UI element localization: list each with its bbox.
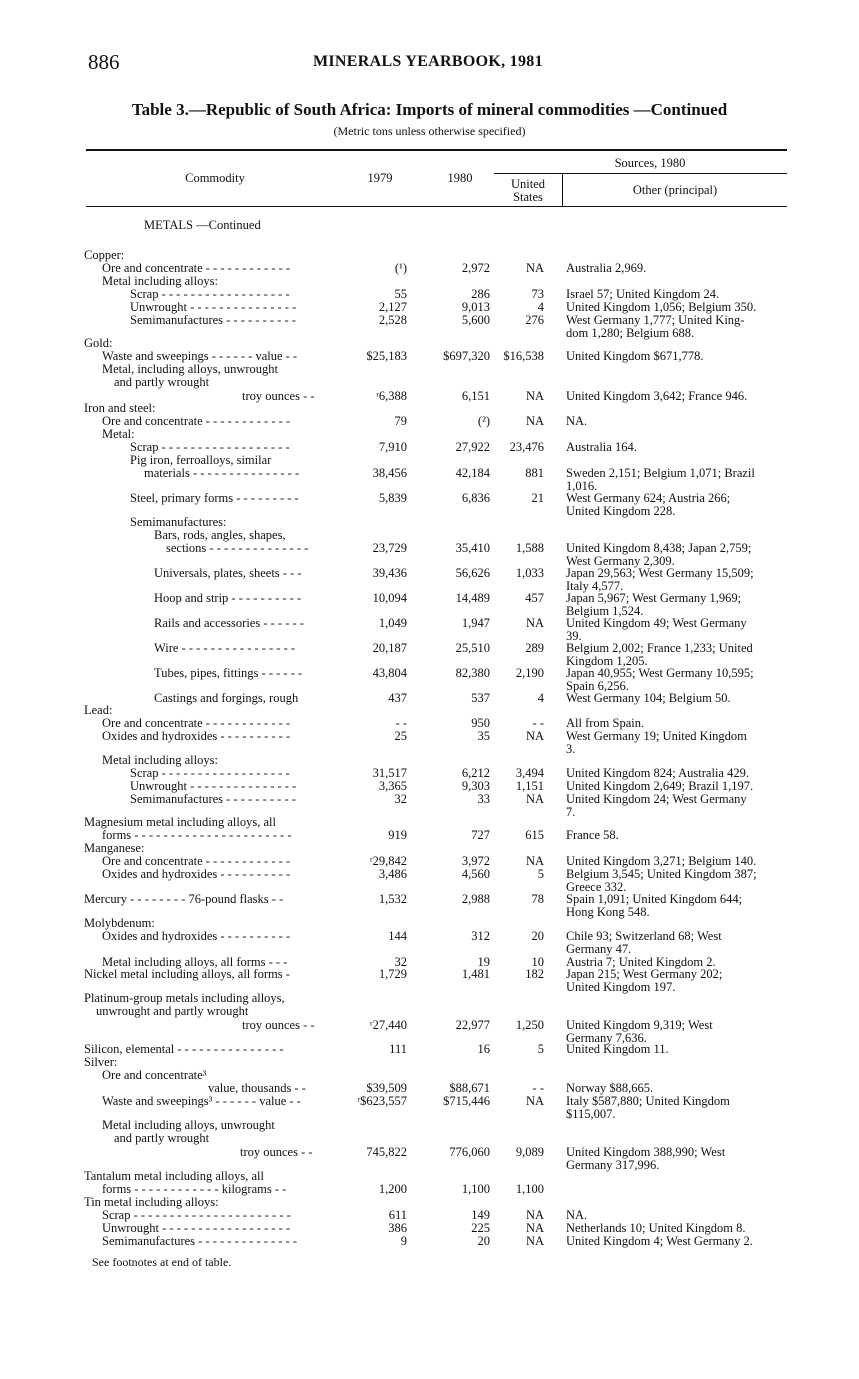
other-sources-cell: Italy 4,577.	[566, 579, 624, 593]
other-sources-cell: Japan 40,955; West Germany 10,595;	[566, 666, 754, 680]
header-other: Other (principal)	[632, 183, 718, 197]
value-1979-cell: ʳ29,842	[369, 854, 407, 868]
commodity-cell: Ore and concentrate³	[102, 1068, 207, 1082]
commodity-cell: Pig iron, ferroalloys, similar	[130, 453, 272, 467]
value-1979-cell: $39,509	[366, 1081, 407, 1095]
us-source-cell: 10	[531, 955, 544, 969]
commodity-cell: Scrap - - - - - - - - - - - - - - - - - -	[130, 287, 290, 301]
header-1980: 1980	[447, 171, 473, 185]
value-1980-cell: 5,600	[461, 313, 490, 327]
table-title: Table 3.—Republic of South Africa: Imports of mineral commodities —Continued	[131, 100, 728, 119]
commodity-cell: materials - - - - - - - - - - - - - - -	[144, 466, 300, 480]
other-sources-cell: Australia 164.	[566, 440, 637, 454]
value-1979-cell: 10,094	[372, 591, 407, 605]
other-sources-cell: United Kingdom 4; West Germany 2.	[566, 1234, 753, 1248]
other-sources-cell: West Germany 19; United Kingdom	[566, 729, 747, 743]
value-1979-cell: ʳ6,388	[376, 389, 407, 403]
value-1980-cell: 1,100	[461, 1182, 490, 1196]
commodity-cell: Metal including alloys:	[102, 274, 218, 288]
other-sources-cell: West Germany 624; Austria 266;	[566, 491, 731, 505]
value-1979-cell: 1,200	[378, 1182, 407, 1196]
other-sources-cell: Japan 29,563; West Germany 15,509;	[566, 566, 754, 580]
value-1980-cell: 286	[471, 287, 490, 301]
other-sources-cell: United Kingdom $671,778.	[566, 349, 704, 363]
us-source-cell: NA	[525, 729, 544, 743]
other-sources-cell: United Kingdom 3,642; France 946.	[566, 389, 748, 403]
other-sources-cell: West Germany 104; Belgium 50.	[566, 691, 731, 705]
sources-divider	[562, 173, 563, 207]
other-sources-cell: 3.	[566, 742, 576, 756]
value-1980-cell: 225	[471, 1221, 490, 1235]
other-sources-cell: United Kingdom 2,649; Brazil 1,197.	[566, 779, 754, 793]
other-sources-cell: Greece 332.	[566, 880, 627, 894]
other-sources-cell: Kingdom 1,205.	[566, 654, 648, 668]
value-1980-cell: 1,947	[461, 616, 490, 630]
value-1980-cell: 1,481	[461, 967, 490, 981]
value-1980-cell: 14,489	[455, 591, 490, 605]
commodity-cell: Scrap - - - - - - - - - - - - - - - - - -	[130, 766, 290, 780]
us-source-cell: 4	[537, 300, 544, 314]
value-1979-cell: - -	[395, 716, 407, 730]
value-1980-cell: 149	[471, 1208, 490, 1222]
commodity-cell: Silver:	[84, 1055, 118, 1069]
other-sources-cell: Netherlands 10; United Kingdom 8.	[566, 1221, 746, 1235]
us-source-cell: 457	[525, 591, 544, 605]
other-sources-cell: Spain 1,091; United Kingdom 644;	[566, 892, 743, 906]
commodity-cell: troy ounces - -	[240, 1145, 313, 1159]
other-sources-cell: Hong Kong 548.	[566, 905, 650, 919]
other-sources-cell: Norway $88,665.	[566, 1081, 654, 1095]
value-1979-cell: 1,532	[378, 892, 407, 906]
other-sources-cell: Australia 2,969.	[566, 261, 647, 275]
us-source-cell: 182	[525, 967, 544, 981]
value-1979-cell: 23,729	[372, 541, 407, 555]
us-source-cell: 276	[525, 313, 544, 327]
header-bottom-rule	[86, 206, 787, 207]
other-sources-cell: NA.	[566, 414, 588, 428]
commodity-cell: Magnesium metal including alloys, all	[84, 815, 276, 829]
value-1980-cell: 3,972	[461, 854, 490, 868]
value-1980-cell: 6,151	[461, 389, 490, 403]
us-source-cell: 78	[531, 892, 544, 906]
commodity-cell: Unwrought - - - - - - - - - - - - - - - - - -	[102, 1221, 291, 1235]
header-1979: 1979	[367, 171, 393, 185]
value-1979-cell: 25	[394, 729, 407, 743]
sources-rule	[494, 173, 787, 174]
commodity-cell: Bars, rods, angles, shapes,	[154, 528, 286, 542]
value-1980-cell: 727	[471, 828, 490, 842]
commodity-cell: Rails and accessories - - - - - -	[154, 616, 304, 630]
other-sources-cell: 7.	[566, 805, 576, 819]
value-1979-cell: 20,187	[372, 641, 407, 655]
commodity-cell: Lead:	[84, 703, 113, 717]
commodity-cell: and partly wrought	[114, 1131, 210, 1145]
commodity-cell: Iron and steel:	[84, 401, 156, 415]
value-1980-cell: 776,060	[449, 1145, 490, 1159]
us-source-cell: NA	[525, 389, 544, 403]
value-1979-cell: 79	[394, 414, 407, 428]
commodity-cell: Copper:	[84, 248, 125, 262]
value-1979-cell: 919	[388, 828, 407, 842]
commodity-cell: Semimanufactures - - - - - - - - - -	[130, 792, 296, 806]
commodity-cell: METALS —Continued	[144, 218, 261, 232]
value-1979-cell: 39,436	[372, 566, 407, 580]
commodity-cell: Hoop and strip - - - - - - - - - -	[154, 591, 302, 605]
other-sources-cell: United Kingdom 8,438; Japan 2,759;	[566, 541, 752, 555]
header-us-1: United	[510, 177, 546, 191]
commodity-cell: Metal:	[102, 427, 135, 441]
commodity-cell: Universals, plates, sheets - - -	[154, 566, 302, 580]
value-1979-cell: 2,528	[378, 313, 407, 327]
value-1980-cell: 312	[471, 929, 490, 943]
other-sources-cell: France 58.	[566, 828, 619, 842]
commodity-cell: troy ounces - -	[242, 389, 315, 403]
commodity-cell: Scrap - - - - - - - - - - - - - - - - - -	[130, 440, 290, 454]
commodity-cell: Nickel metal including alloys, all forms -	[84, 967, 290, 981]
commodity-cell: Steel, primary forms - - - - - - - - -	[130, 491, 299, 505]
us-source-cell: $16,538	[503, 349, 544, 363]
value-1979-cell: ʳ27,440	[369, 1018, 407, 1032]
other-sources-cell: Austria 7; United Kingdom 2.	[566, 955, 716, 969]
other-sources-cell: United Kingdom 24; West Germany	[566, 792, 747, 806]
value-1979-cell: 5,839	[378, 491, 407, 505]
other-sources-cell: dom 1,280; Belgium 688.	[566, 326, 695, 340]
us-source-cell: NA	[525, 616, 544, 630]
commodity-cell: value, thousands - -	[208, 1081, 306, 1095]
commodity-cell: Ore and concentrate - - - - - - - - - - - -	[102, 261, 291, 275]
value-1980-cell: 2,972	[461, 261, 490, 275]
commodity-cell: and partly wrought	[114, 375, 210, 389]
commodity-cell: Tantalum metal including alloys, all	[84, 1169, 264, 1183]
other-sources-cell: NA.	[566, 1208, 588, 1222]
us-source-cell: 73	[531, 287, 544, 301]
commodity-cell: Waste and sweepings³ - - - - - - value - -	[102, 1094, 301, 1108]
value-1980-cell: 9,303	[461, 779, 490, 793]
commodity-cell: forms - - - - - - - - - - - - kilograms - -	[102, 1182, 287, 1196]
us-source-cell: NA	[525, 1208, 544, 1222]
commodity-cell: Gold:	[84, 336, 113, 350]
other-sources-cell: United Kingdom 228.	[566, 504, 676, 518]
us-source-cell: 2,190	[515, 666, 544, 680]
us-source-cell: 1,250	[515, 1018, 544, 1032]
commodity-cell: Molybdenum:	[84, 916, 155, 930]
value-1979-cell: 9	[400, 1234, 407, 1248]
other-sources-cell: United Kingdom 9,319; West	[566, 1018, 713, 1032]
value-1979-cell: 144	[388, 929, 407, 943]
other-sources-cell: 1,016.	[566, 479, 598, 493]
running-title: MINERALS YEARBOOK, 1981	[313, 53, 543, 70]
other-sources-cell: Spain 6,256.	[566, 679, 629, 693]
us-source-cell: NA	[525, 1094, 544, 1108]
value-1980-cell: 537	[471, 691, 490, 705]
us-source-cell: NA	[525, 261, 544, 275]
us-source-cell: 881	[525, 466, 544, 480]
value-1980-cell: 2,988	[461, 892, 490, 906]
top-rule	[86, 149, 787, 151]
table-subtitle: (Metric tons unless otherwise specified)	[333, 124, 526, 138]
us-source-cell: 23,476	[509, 440, 544, 454]
us-source-cell: 615	[525, 828, 544, 842]
commodity-cell: Ore and concentrate - - - - - - - - - - - -	[102, 414, 291, 428]
commodity-cell: Unwrought - - - - - - - - - - - - - - -	[130, 300, 297, 314]
value-1980-cell: $88,671	[449, 1081, 490, 1095]
other-sources-cell: United Kingdom 49; West Germany	[566, 616, 747, 630]
commodity-cell: Tin metal including alloys:	[84, 1195, 219, 1209]
value-1979-cell: 32	[394, 955, 407, 969]
value-1979-cell: 43,804	[372, 666, 407, 680]
commodity-cell: Metal, including alloys, unwrought	[102, 362, 279, 376]
us-source-cell: 1,588	[515, 541, 544, 555]
commodity-cell: Waste and sweepings - - - - - - value - -	[102, 349, 298, 363]
commodity-cell: unwrought and partly wrought	[96, 1004, 249, 1018]
value-1980-cell: $715,446	[443, 1094, 490, 1108]
value-1980-cell: 6,836	[461, 491, 490, 505]
commodity-cell: Ore and concentrate - - - - - - - - - - - -	[102, 854, 291, 868]
other-sources-cell: 39.	[566, 629, 582, 643]
value-1980-cell: 19	[477, 955, 490, 969]
commodity-cell: Oxides and hydroxides - - - - - - - - - -	[102, 929, 291, 943]
other-sources-cell: United Kingdom 3,271; Belgium 140.	[566, 854, 757, 868]
commodity-cell: Semimanufactures:	[130, 515, 227, 529]
commodity-cell: troy ounces - -	[242, 1018, 315, 1032]
commodity-cell: Metal including alloys:	[102, 753, 218, 767]
other-sources-cell: All from Spain.	[566, 716, 645, 730]
commodity-cell: Castings and forgings, rough	[154, 691, 299, 705]
other-sources-cell: Israel 57; United Kingdom 24.	[566, 287, 720, 301]
us-source-cell: - -	[532, 1081, 544, 1095]
other-sources-cell: Japan 215; West Germany 202;	[566, 967, 723, 981]
value-1979-cell: 111	[389, 1042, 407, 1056]
other-sources-cell: United Kingdom 1,056; Belgium 350.	[566, 300, 757, 314]
us-source-cell: NA	[525, 792, 544, 806]
us-source-cell: - -	[532, 716, 544, 730]
other-sources-cell: Belgium 1,524.	[566, 604, 644, 618]
value-1980-cell: 9,013	[461, 300, 490, 314]
other-sources-cell: Germany 47.	[566, 942, 632, 956]
commodity-cell: Wire - - - - - - - - - - - - - - - -	[154, 641, 296, 655]
value-1980-cell: 6,212	[461, 766, 490, 780]
commodity-cell: Manganese:	[84, 841, 145, 855]
footnote-reference: See footnotes at end of table.	[92, 1255, 232, 1269]
value-1979-cell: 32	[394, 792, 407, 806]
value-1979-cell: ʳ$623,557	[357, 1094, 407, 1108]
value-1979-cell: 1,729	[378, 967, 407, 981]
value-1979-cell: 386	[388, 1221, 407, 1235]
value-1980-cell: (²)	[477, 414, 490, 428]
commodity-cell: Unwrought - - - - - - - - - - - - - - -	[130, 779, 297, 793]
page-number: 886	[88, 50, 120, 74]
header-sources: Sources, 1980	[614, 156, 686, 170]
value-1980-cell: 27,922	[455, 440, 490, 454]
commodity-cell: Mercury - - - - - - - - 76-pound flasks - -	[84, 892, 284, 906]
us-source-cell: 9,089	[515, 1145, 544, 1159]
value-1979-cell: 55	[394, 287, 407, 301]
commodity-cell: Platinum-group metals including alloys,	[84, 991, 285, 1005]
us-source-cell: NA	[525, 1234, 544, 1248]
value-1980-cell: 35	[477, 729, 490, 743]
other-sources-cell: Sweden 2,151; Belgium 1,071; Brazil	[566, 466, 755, 480]
us-source-cell: NA	[525, 1221, 544, 1235]
us-source-cell: 5	[537, 1042, 544, 1056]
value-1979-cell: $25,183	[366, 349, 407, 363]
value-1980-cell: 4,560	[461, 867, 490, 881]
other-sources-cell: United Kingdom 197.	[566, 980, 676, 994]
value-1979-cell: 437	[388, 691, 407, 705]
value-1980-cell: 25,510	[455, 641, 490, 655]
other-sources-cell: Germany 317,996.	[566, 1158, 660, 1172]
header-commodity: Commodity	[185, 171, 245, 185]
other-sources-cell: United Kingdom 11.	[566, 1042, 669, 1056]
us-source-cell: 3,494	[515, 766, 544, 780]
value-1979-cell: 38,456	[372, 466, 407, 480]
us-source-cell: NA	[525, 414, 544, 428]
other-sources-cell: Chile 93; Switzerland 68; West	[566, 929, 722, 943]
us-source-cell: NA	[525, 854, 544, 868]
value-1979-cell: 2,127	[378, 300, 407, 314]
commodity-cell: Oxides and hydroxides - - - - - - - - - -	[102, 729, 291, 743]
us-source-cell: 5	[537, 867, 544, 881]
value-1979-cell: (¹)	[394, 261, 407, 275]
us-source-cell: 1,100	[515, 1182, 544, 1196]
value-1980-cell: $697,320	[443, 349, 490, 363]
us-source-cell: 1,151	[515, 779, 544, 793]
value-1980-cell: 16	[477, 1042, 490, 1056]
us-source-cell: 1,033	[515, 566, 544, 580]
value-1980-cell: 82,380	[455, 666, 490, 680]
other-sources-cell: Germany 7,636.	[566, 1031, 647, 1045]
value-1979-cell: 3,486	[378, 867, 407, 881]
value-1980-cell: 35,410	[455, 541, 490, 555]
other-sources-cell: $115,007.	[566, 1107, 616, 1121]
other-sources-cell: United Kingdom 388,990; West	[566, 1145, 726, 1159]
commodity-cell: sections - - - - - - - - - - - - - -	[166, 541, 309, 555]
commodity-cell: Oxides and hydroxides - - - - - - - - - -	[102, 867, 291, 881]
other-sources-cell: Italy $587,880; United Kingdom	[566, 1094, 730, 1108]
us-source-cell: 21	[531, 491, 544, 505]
value-1980-cell: 33	[477, 792, 490, 806]
value-1979-cell: 7,910	[378, 440, 407, 454]
commodity-cell: Semimanufactures - - - - - - - - - - - - - -	[102, 1234, 298, 1248]
commodity-cell: Ore and concentrate - - - - - - - - - - - -	[102, 716, 291, 730]
value-1980-cell: 22,977	[455, 1018, 490, 1032]
value-1980-cell: 950	[471, 716, 490, 730]
us-source-cell: 20	[531, 929, 544, 943]
value-1979-cell: 1,049	[378, 616, 407, 630]
commodity-cell: Tubes, pipes, fittings - - - - - -	[154, 666, 303, 680]
commodity-cell: Silicon, elemental - - - - - - - - - - - - - - -	[84, 1042, 284, 1056]
other-sources-cell: West Germany 2,309.	[566, 554, 675, 568]
value-1979-cell: 745,822	[366, 1145, 407, 1159]
value-1979-cell: 31,517	[372, 766, 407, 780]
us-source-cell: 289	[525, 641, 544, 655]
value-1980-cell: 20	[477, 1234, 490, 1248]
value-1979-cell: 3,365	[378, 779, 407, 793]
other-sources-cell: Belgium 3,545; United Kingdom 387;	[566, 867, 757, 881]
us-source-cell: 4	[537, 691, 544, 705]
value-1980-cell: 56,626	[455, 566, 490, 580]
value-1979-cell: 611	[388, 1208, 407, 1222]
page-header	[88, 50, 788, 76]
header-us-2: States	[513, 190, 543, 204]
commodity-cell: forms - - - - - - - - - - - - - - - - - - - - - -	[102, 828, 292, 842]
other-sources-cell: West Germany 1,777; United King-	[566, 313, 745, 327]
value-1980-cell: 42,184	[455, 466, 490, 480]
commodity-cell: Semimanufactures - - - - - - - - - -	[130, 313, 296, 327]
other-sources-cell: Belgium 2,002; France 1,233; United	[566, 641, 753, 655]
commodity-cell: Metal including alloys, unwrought	[102, 1118, 275, 1132]
commodity-cell: Metal including alloys, all forms - - -	[102, 955, 288, 969]
other-sources-cell: United Kingdom 824; Australia 429.	[566, 766, 749, 780]
other-sources-cell: Japan 5,967; West Germany 1,969;	[566, 591, 742, 605]
commodity-cell: Scrap - - - - - - - - - - - - - - - - - - - - - -	[102, 1208, 291, 1222]
